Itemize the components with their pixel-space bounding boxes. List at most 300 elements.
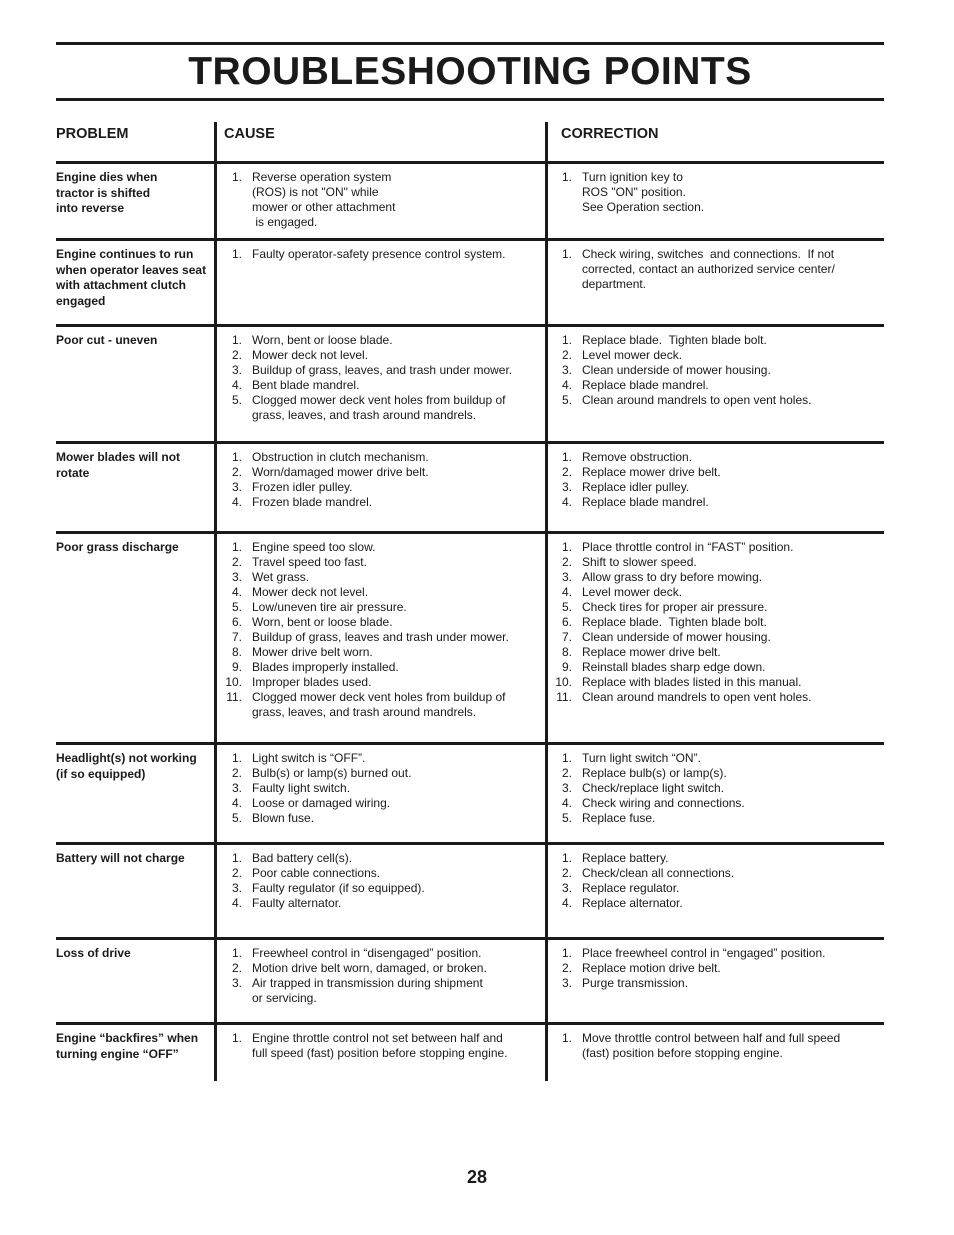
item-number: 2. <box>561 866 572 880</box>
item-number: 3. <box>561 570 572 584</box>
title-bottom-rule <box>56 98 884 101</box>
item-text-line: Clean around mandrels to open vent holes. <box>582 690 812 704</box>
problem-cell <box>56 247 214 309</box>
item-text-line: See Operation section. <box>582 200 705 214</box>
correction-item <box>552 1031 882 1061</box>
cause-item <box>222 348 532 363</box>
item-text-line: Turn ignition key to <box>582 170 683 184</box>
item-text-line: Worn, bent or loose blade. <box>252 615 393 629</box>
cause-cell <box>222 946 532 1006</box>
item-text-line: Bad battery cell(s). <box>252 851 353 865</box>
problem-cell <box>56 333 214 349</box>
correction-item <box>552 961 882 976</box>
cause-list <box>222 170 532 230</box>
item-number: 3. <box>231 363 242 377</box>
correction-list <box>552 170 882 215</box>
cause-item <box>222 976 532 1006</box>
item-text-line: Purge transmission. <box>582 976 689 990</box>
item-number: 4. <box>561 378 572 392</box>
header-cause: CAUSE <box>224 126 275 142</box>
item-number: 5. <box>231 393 242 407</box>
item-text-line: Replace blade. Tighten blade bolt. <box>582 333 767 347</box>
item-text-line: Replace mower drive belt. <box>582 465 721 479</box>
item-text-line: (ROS) is not "ON" while <box>252 185 379 199</box>
correction-cell <box>552 946 882 991</box>
item-number: 2. <box>231 766 242 780</box>
item-text-line: Replace mower drive belt. <box>582 645 721 659</box>
item-text-line: Mower drive belt worn. <box>252 645 373 659</box>
item-text-line: Replace blade mandrel. <box>582 378 709 392</box>
table-row <box>56 1025 884 1081</box>
item-text-line: Reinstall blades sharp edge down. <box>582 660 766 674</box>
header-problem: PROBLEM <box>56 126 129 142</box>
item-text-line: Blades improperly installed. <box>252 660 399 674</box>
item-number: 1. <box>561 540 572 554</box>
item-text-line: Air trapped in transmission during shipment <box>252 976 483 990</box>
correction-item <box>552 866 882 881</box>
item-number: 5. <box>231 811 242 825</box>
item-text-line: Remove obstruction. <box>582 450 693 464</box>
correction-item <box>552 570 882 585</box>
cause-list <box>222 540 532 720</box>
correction-item <box>552 378 882 393</box>
cause-cell <box>222 170 532 230</box>
problem-text-line: rotate <box>56 465 90 480</box>
item-number: 3. <box>231 881 242 895</box>
problem-cell <box>56 170 214 217</box>
table-row <box>56 534 884 745</box>
item-text-line: ROS "ON" position. <box>582 185 686 199</box>
correction-item <box>552 540 882 555</box>
item-text-line: Buildup of grass, leaves and trash under mower. <box>252 630 509 644</box>
item-number: 1. <box>231 170 242 184</box>
item-text-line: Replace battery. <box>582 851 669 865</box>
item-text-line: Replace blade mandrel. <box>582 495 709 509</box>
cause-item <box>222 766 532 781</box>
problem-cell <box>56 751 214 782</box>
item-number: 1. <box>561 333 572 347</box>
cause-item <box>222 495 532 510</box>
item-text-line: Check wiring and connections. <box>582 796 745 810</box>
cause-item <box>222 393 532 423</box>
cause-list <box>222 1031 532 1061</box>
item-number: 3. <box>231 570 242 584</box>
cause-item <box>222 170 532 230</box>
cause-item <box>222 615 532 630</box>
problem-text-line: Headlight(s) not working <box>56 751 197 765</box>
cause-cell <box>222 851 532 911</box>
correction-item <box>552 660 882 675</box>
cause-item <box>222 378 532 393</box>
cause-list <box>222 851 532 911</box>
cause-list <box>222 450 532 510</box>
item-number: 2. <box>231 555 242 569</box>
table-row <box>56 444 884 534</box>
problem-text-line: tractor is shifted <box>56 185 151 200</box>
table-header-row <box>56 122 884 164</box>
cause-item <box>222 645 532 660</box>
item-text-line: Improper blades used. <box>252 675 372 689</box>
item-text-line: Wet grass. <box>252 570 310 584</box>
correction-item <box>552 976 882 991</box>
item-text-line: Faulty regulator (if so equipped). <box>252 881 425 895</box>
item-text-line: grass, leaves, and trash around mandrels. <box>252 705 477 719</box>
cause-list <box>222 333 532 423</box>
item-text-line: Mower deck not level. <box>252 585 369 599</box>
cause-item <box>222 465 532 480</box>
item-text-line: Clogged mower deck vent holes from buildup of <box>252 690 506 704</box>
item-number: 3. <box>561 976 572 990</box>
item-number: 2. <box>561 555 572 569</box>
page-number: 28 <box>466 1167 488 1187</box>
item-text-line: Bent blade mandrel. <box>252 378 360 392</box>
item-number: 8. <box>561 645 572 659</box>
item-number: 4. <box>231 378 242 392</box>
item-text-line: Replace regulator. <box>582 881 680 895</box>
item-text-line: Check wiring, switches and connections. If not <box>582 247 835 261</box>
item-text-line: Replace motion drive belt. <box>582 961 721 975</box>
item-text-line: Check/replace light switch. <box>582 781 725 795</box>
correction-item <box>552 896 882 911</box>
table-row <box>56 940 884 1025</box>
item-number: 3. <box>561 363 572 377</box>
item-text-line: Replace idler pulley. <box>582 480 690 494</box>
item-number: 11. <box>226 690 242 704</box>
cause-item <box>222 675 532 690</box>
item-number: 1. <box>561 170 572 184</box>
item-number: 6. <box>231 615 242 629</box>
item-text-line: or servicing. <box>252 991 317 1005</box>
item-text-line: Faulty operator-safety presence control system. <box>252 247 506 261</box>
item-text-line: Low/uneven tire air pressure. <box>252 600 407 614</box>
correction-cell <box>552 751 882 826</box>
cause-item <box>222 333 532 348</box>
cause-item <box>222 946 532 961</box>
item-text-line: Frozen idler pulley. <box>252 480 353 494</box>
item-number: 2. <box>231 465 242 479</box>
item-text-line: Clogged mower deck vent holes from buildup of <box>252 393 506 407</box>
cause-item <box>222 600 532 615</box>
correction-item <box>552 247 882 292</box>
item-number: 5. <box>561 393 572 407</box>
cause-item <box>222 796 532 811</box>
cause-cell <box>222 1031 532 1061</box>
correction-cell <box>552 247 882 292</box>
item-number: 2. <box>231 961 242 975</box>
correction-item <box>552 333 882 348</box>
item-number: 7. <box>561 630 572 644</box>
item-number: 1. <box>561 450 572 464</box>
item-number: 1. <box>231 946 242 960</box>
correction-cell <box>552 450 882 510</box>
item-text-line: Worn/damaged mower drive belt. <box>252 465 429 479</box>
item-number: 3. <box>231 976 242 990</box>
correction-item <box>552 946 882 961</box>
item-text-line: Shift to slower speed. <box>582 555 697 569</box>
table-row <box>56 845 884 940</box>
item-number: 3. <box>561 480 572 494</box>
correction-cell <box>552 851 882 911</box>
problem-text-line: Loss of drive <box>56 946 131 960</box>
item-number: 10. <box>555 675 572 689</box>
correction-cell <box>552 1031 882 1061</box>
item-text-line: Check tires for proper air pressure. <box>582 600 768 614</box>
correction-item <box>552 851 882 866</box>
item-number: 5. <box>561 811 572 825</box>
table-row <box>56 745 884 845</box>
item-text-line: Light switch is “OFF”. <box>252 751 366 765</box>
item-number: 4. <box>561 796 572 810</box>
item-text-line: Travel speed too fast. <box>252 555 367 569</box>
item-text-line: Poor cable connections. <box>252 866 381 880</box>
item-number: 2. <box>561 348 572 362</box>
problem-text-line: Engine dies when <box>56 170 158 184</box>
item-number: 2. <box>561 465 572 479</box>
item-text-line: Freewheel control in “disengaged” position. <box>252 946 482 960</box>
cause-item <box>222 896 532 911</box>
item-number: 3. <box>231 781 242 795</box>
cause-item <box>222 450 532 465</box>
item-number: 1. <box>231 851 242 865</box>
item-number: 4. <box>561 495 572 509</box>
cause-cell <box>222 751 532 826</box>
table-row <box>56 164 884 241</box>
item-number: 5. <box>231 600 242 614</box>
item-number: 1. <box>231 751 242 765</box>
cause-list <box>222 946 532 1006</box>
correction-item <box>552 751 882 766</box>
item-text-line: Check/clean all connections. <box>582 866 735 880</box>
cause-item <box>222 540 532 555</box>
correction-item <box>552 393 882 408</box>
correction-cell <box>552 540 882 705</box>
correction-list <box>552 450 882 510</box>
item-text-line: department. <box>582 277 647 291</box>
item-text-line: Worn, bent or loose blade. <box>252 333 393 347</box>
cause-cell <box>222 247 532 262</box>
item-number: 6. <box>561 615 572 629</box>
problem-text-line: (if so equipped) <box>56 766 146 781</box>
item-text-line: (fast) position before stopping engine. <box>582 1046 783 1060</box>
cause-item <box>222 851 532 866</box>
correction-list <box>552 946 882 991</box>
correction-item <box>552 585 882 600</box>
cause-item <box>222 570 532 585</box>
problem-text-line: with attachment clutch <box>56 278 187 292</box>
item-text-line: Allow grass to dry before mowing. <box>582 570 763 584</box>
cause-item <box>222 811 532 826</box>
item-text-line: Level mower deck. <box>582 585 683 599</box>
problem-text-line: Poor grass discharge <box>56 540 179 554</box>
correction-item <box>552 690 882 705</box>
item-text-line: Place freewheel control in “engaged” position. <box>582 946 826 960</box>
item-number: 4. <box>231 585 242 599</box>
cause-item <box>222 961 532 976</box>
item-text-line: Engine throttle control not set between half and <box>252 1031 503 1045</box>
item-number: 2. <box>561 961 572 975</box>
item-text-line: Mower deck not level. <box>252 348 369 362</box>
problem-text-line: Mower blades will not <box>56 450 181 464</box>
item-number: 3. <box>561 781 572 795</box>
title-top-rule <box>56 42 884 45</box>
item-number: 11. <box>556 690 572 704</box>
item-number: 1. <box>561 1031 572 1045</box>
item-number: 4. <box>561 585 572 599</box>
item-text-line: Frozen blade mandrel. <box>252 495 373 509</box>
item-number: 10. <box>225 675 242 689</box>
correction-cell <box>552 333 882 408</box>
item-number: 8. <box>231 645 242 659</box>
item-text-line: Level mower deck. <box>582 348 683 362</box>
item-text-line: Replace alternator. <box>582 896 683 910</box>
problem-cell <box>56 540 214 556</box>
cause-item <box>222 363 532 378</box>
item-text-line: Faulty alternator. <box>252 896 342 910</box>
item-number: 1. <box>231 450 242 464</box>
item-text-line: Clean around mandrels to open vent holes. <box>582 393 812 407</box>
item-text-line: Blown fuse. <box>252 811 315 825</box>
problem-text-line: when operator leaves seat <box>56 262 207 277</box>
correction-item <box>552 630 882 645</box>
item-number: 7. <box>231 630 242 644</box>
item-text-line: corrected, contact an authorized service center/ <box>582 262 835 276</box>
item-number: 1. <box>231 540 242 554</box>
correction-list <box>552 540 882 705</box>
item-number: 5. <box>561 600 572 614</box>
item-number: 1. <box>561 751 572 765</box>
table-body <box>56 164 884 1081</box>
correction-item <box>552 881 882 896</box>
header-correction: CORRECTION <box>561 126 659 142</box>
cause-cell <box>222 333 532 423</box>
correction-item <box>552 465 882 480</box>
cause-item <box>222 555 532 570</box>
correction-item <box>552 600 882 615</box>
troubleshooting-table <box>56 122 884 1081</box>
correction-item <box>552 781 882 796</box>
item-number: 9. <box>231 660 242 674</box>
problem-cell <box>56 1031 214 1062</box>
problem-cell <box>56 450 214 481</box>
correction-item <box>552 480 882 495</box>
item-text-line: Loose or damaged wiring. <box>252 796 391 810</box>
item-number: 4. <box>561 896 572 910</box>
problem-cell <box>56 851 214 867</box>
item-text-line: Obstruction in clutch mechanism. <box>252 450 429 464</box>
item-number: 1. <box>231 333 242 347</box>
cause-item <box>222 480 532 495</box>
cause-item <box>222 1031 532 1061</box>
item-number: 1. <box>231 247 242 261</box>
cause-list <box>222 751 532 826</box>
correction-list <box>552 751 882 826</box>
item-number: 2. <box>231 866 242 880</box>
correction-item <box>552 615 882 630</box>
item-number: 1. <box>561 946 572 960</box>
correction-item <box>552 555 882 570</box>
item-text-line: Engine speed too slow. <box>252 540 376 554</box>
correction-item <box>552 348 882 363</box>
problem-text-line: Poor cut - uneven <box>56 333 158 347</box>
item-number: 4. <box>231 896 242 910</box>
item-text-line: Place throttle control in “FAST” position. <box>582 540 794 554</box>
item-text-line: full speed (fast) position before stopping engine. <box>252 1046 508 1060</box>
item-text-line: mower or other attachment <box>252 200 396 214</box>
cause-item <box>222 881 532 896</box>
item-number: 1. <box>561 247 572 261</box>
item-number: 4. <box>231 796 242 810</box>
item-number: 2. <box>561 766 572 780</box>
item-text-line: Replace blade. Tighten blade bolt. <box>582 615 767 629</box>
item-text-line: Clean underside of mower housing. <box>582 363 771 377</box>
correction-item <box>552 645 882 660</box>
problem-text-line: Engine continues to run <box>56 247 194 261</box>
correction-cell <box>552 170 882 215</box>
cause-item <box>222 660 532 675</box>
item-number: 3. <box>561 881 572 895</box>
correction-item <box>552 170 882 215</box>
item-text-line: grass, leaves, and trash around mandrels. <box>252 408 477 422</box>
correction-list <box>552 851 882 911</box>
cause-item <box>222 630 532 645</box>
item-text-line: Reverse operation system <box>252 170 392 184</box>
item-number: 1. <box>231 1031 242 1045</box>
item-text-line: Bulb(s) or lamp(s) burned out. <box>252 766 412 780</box>
problem-cell <box>56 946 214 962</box>
correction-item <box>552 675 882 690</box>
page-title: TROUBLESHOOTING POINTS <box>188 50 752 93</box>
cause-list <box>222 247 532 262</box>
correction-item <box>552 766 882 781</box>
item-number: 1. <box>561 851 572 865</box>
problem-text-line: turning engine “OFF” <box>56 1046 179 1061</box>
item-text-line: Turn light switch “ON”. <box>582 751 701 765</box>
item-text-line: Motion drive belt worn, damaged, or broken. <box>252 961 487 975</box>
cause-item <box>222 247 532 262</box>
item-text-line: Faulty light switch. <box>252 781 351 795</box>
cause-item <box>222 751 532 766</box>
correction-list <box>552 247 882 292</box>
item-text-line: is engaged. <box>252 215 318 229</box>
correction-list <box>552 1031 882 1061</box>
item-number: 2. <box>231 348 242 362</box>
correction-item <box>552 811 882 826</box>
correction-item <box>552 363 882 378</box>
item-text-line: Replace fuse. <box>582 811 656 825</box>
cause-cell <box>222 540 532 720</box>
item-number: 9. <box>561 660 572 674</box>
item-text-line: Replace with blades listed in this manual. <box>582 675 802 689</box>
problem-text-line: Battery will not charge <box>56 851 185 865</box>
table-row <box>56 327 884 444</box>
correction-item <box>552 495 882 510</box>
problem-text-line: engaged <box>56 293 106 308</box>
item-text-line: Replace bulb(s) or lamp(s). <box>582 766 727 780</box>
cause-item <box>222 585 532 600</box>
correction-item <box>552 450 882 465</box>
item-text-line: Buildup of grass, leaves, and trash under mower. <box>252 363 513 377</box>
table-row <box>56 241 884 327</box>
item-text-line: Move throttle control between half and full speed <box>582 1031 841 1045</box>
item-number: 4. <box>231 495 242 509</box>
cause-item <box>222 866 532 881</box>
cause-cell <box>222 450 532 510</box>
item-text-line: Clean underside of mower housing. <box>582 630 771 644</box>
correction-list <box>552 333 882 408</box>
problem-text-line: into reverse <box>56 201 125 215</box>
cause-item <box>222 690 532 720</box>
problem-text-line: Engine “backfires” when <box>56 1031 199 1045</box>
